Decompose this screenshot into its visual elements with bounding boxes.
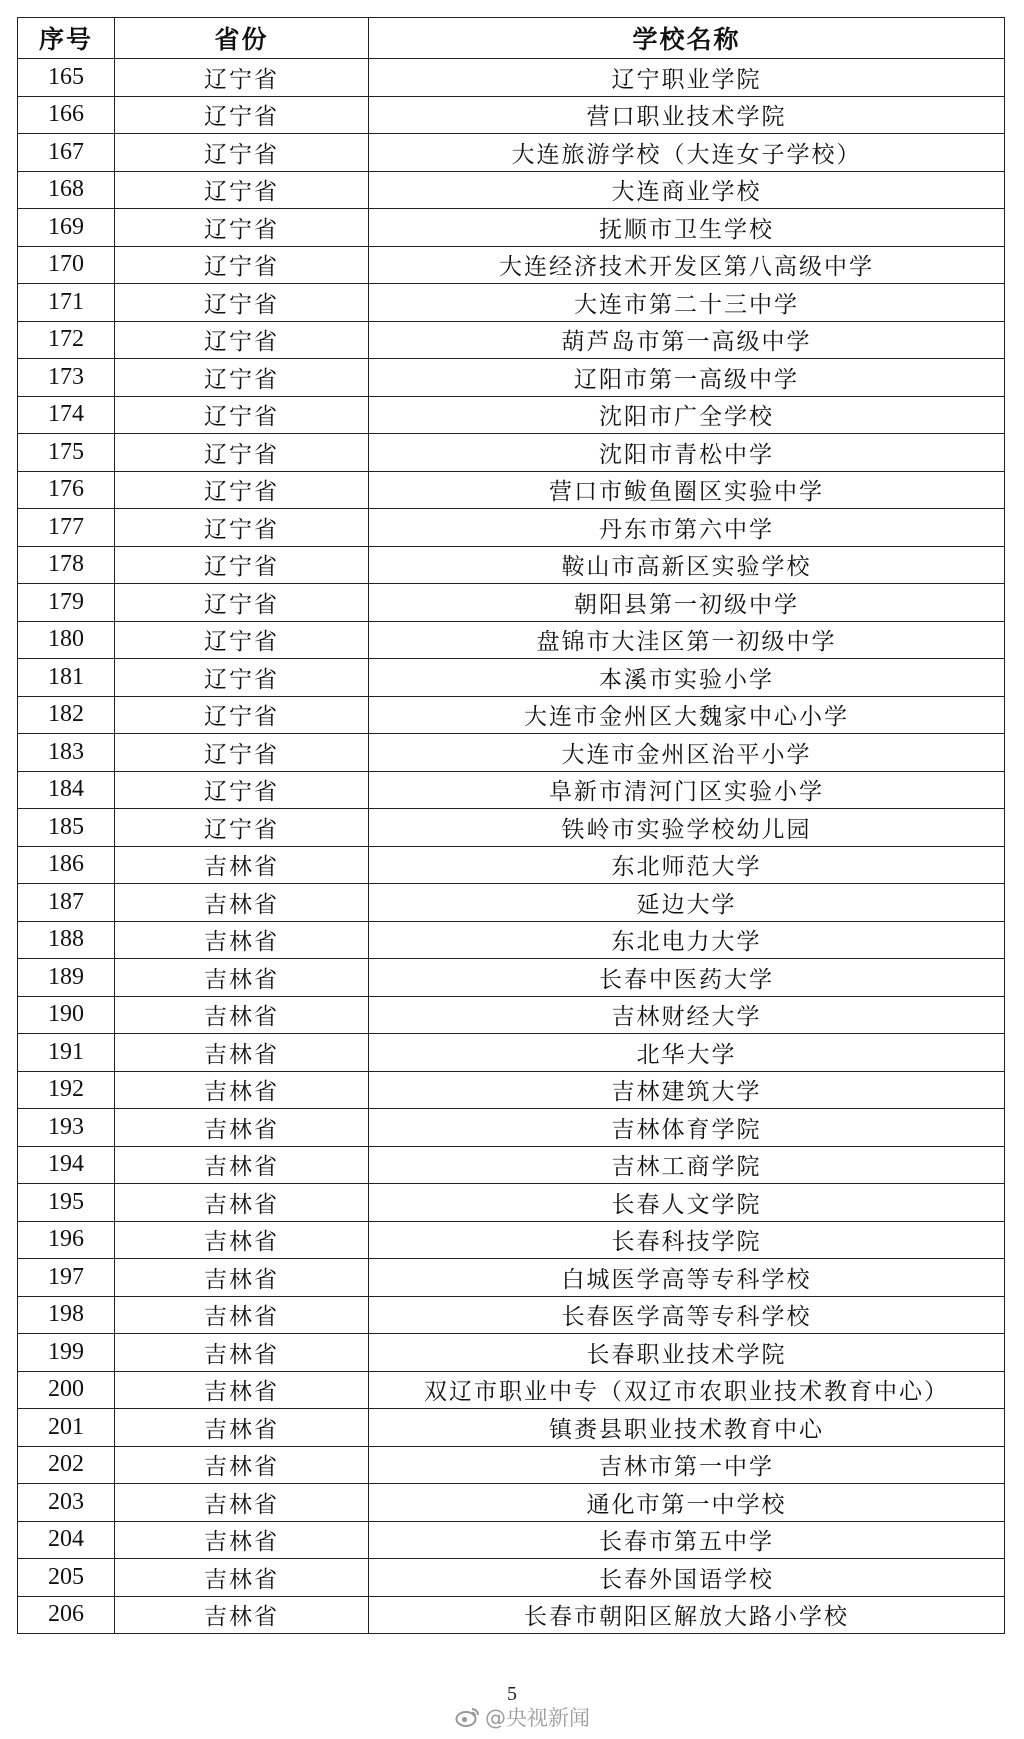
cell-province: 吉林省	[115, 1596, 369, 1634]
table-row	[18, 321, 1005, 359]
cell-province: 辽宁省	[115, 96, 369, 134]
table-header-row	[18, 18, 1005, 59]
cell-school-name: 大连商业学校	[369, 171, 1005, 209]
table-row	[18, 1409, 1005, 1447]
cell-province: 辽宁省	[115, 321, 369, 359]
cell-seq: 199	[18, 1334, 115, 1372]
table-row	[18, 1109, 1005, 1147]
cell-seq: 205	[18, 1559, 115, 1597]
cell-seq: 185	[18, 809, 115, 847]
cell-seq: 201	[18, 1409, 115, 1447]
cell-province: 吉林省	[115, 1521, 369, 1559]
cell-school-name: 吉林工商学院	[369, 1146, 1005, 1184]
table-row	[18, 584, 1005, 622]
cell-school-name: 长春中医药大学	[369, 959, 1005, 997]
table-row	[18, 246, 1005, 284]
table-row	[18, 809, 1005, 847]
cell-province: 吉林省	[115, 1296, 369, 1334]
table-row	[18, 546, 1005, 584]
cell-province: 吉林省	[115, 1259, 369, 1297]
cell-seq: 206	[18, 1596, 115, 1634]
cell-seq: 167	[18, 134, 115, 172]
cell-school-name: 营口市鲅鱼圈区实验中学	[369, 471, 1005, 509]
cell-school-name: 沈阳市青松中学	[369, 434, 1005, 472]
cell-school-name: 盘锦市大洼区第一初级中学	[369, 621, 1005, 659]
cell-school-name: 吉林财经大学	[369, 996, 1005, 1034]
cell-seq: 181	[18, 659, 115, 697]
cell-school-name: 辽阳市第一高级中学	[369, 359, 1005, 397]
cell-seq: 165	[18, 59, 115, 97]
cell-school-name: 吉林体育学院	[369, 1109, 1005, 1147]
table-row	[18, 1146, 1005, 1184]
table-row	[18, 734, 1005, 772]
cell-school-name: 大连旅游学校（大连女子学校）	[369, 134, 1005, 172]
table-row	[18, 1521, 1005, 1559]
cell-school-name: 吉林建筑大学	[369, 1071, 1005, 1109]
table-row	[18, 1184, 1005, 1222]
cell-school-name: 大连市金州区大魏家中心小学	[369, 696, 1005, 734]
cell-seq: 193	[18, 1109, 115, 1147]
cell-province: 辽宁省	[115, 471, 369, 509]
cell-seq: 170	[18, 246, 115, 284]
cell-school-name: 大连市第二十三中学	[369, 284, 1005, 322]
cell-seq: 173	[18, 359, 115, 397]
cell-seq: 204	[18, 1521, 115, 1559]
cell-province: 辽宁省	[115, 246, 369, 284]
header-seq: 序号	[18, 18, 115, 59]
table-row	[18, 1596, 1005, 1634]
table-row	[18, 1334, 1005, 1372]
cell-school-name: 东北师范大学	[369, 846, 1005, 884]
table-row	[18, 1259, 1005, 1297]
cell-province: 辽宁省	[115, 396, 369, 434]
cell-seq: 196	[18, 1221, 115, 1259]
cell-school-name: 大连市金州区治平小学	[369, 734, 1005, 772]
cell-seq: 200	[18, 1371, 115, 1409]
cell-seq: 194	[18, 1146, 115, 1184]
cell-school-name: 通化市第一中学校	[369, 1484, 1005, 1522]
cell-school-name: 长春科技学院	[369, 1221, 1005, 1259]
cell-seq: 183	[18, 734, 115, 772]
table-row	[18, 1446, 1005, 1484]
cell-school-name: 长春人文学院	[369, 1184, 1005, 1222]
cell-school-name: 辽宁职业学院	[369, 59, 1005, 97]
cell-province: 吉林省	[115, 846, 369, 884]
cell-seq: 203	[18, 1484, 115, 1522]
cell-school-name: 长春医学高等专科学校	[369, 1296, 1005, 1334]
cell-school-name: 营口职业技术学院	[369, 96, 1005, 134]
cell-seq: 172	[18, 321, 115, 359]
cell-province: 吉林省	[115, 1484, 369, 1522]
cell-school-name: 北华大学	[369, 1034, 1005, 1072]
cell-school-name: 吉林市第一中学	[369, 1446, 1005, 1484]
table-row	[18, 96, 1005, 134]
cell-seq: 189	[18, 959, 115, 997]
cell-school-name: 长春职业技术学院	[369, 1334, 1005, 1372]
watermark-text: @央视新闻	[485, 1706, 590, 1730]
cell-school-name: 长春市朝阳区解放大路小学校	[369, 1596, 1005, 1634]
cell-seq: 187	[18, 884, 115, 922]
table-row	[18, 659, 1005, 697]
table-row	[18, 1484, 1005, 1522]
cell-seq: 174	[18, 396, 115, 434]
cell-seq: 195	[18, 1184, 115, 1222]
cell-province: 吉林省	[115, 1071, 369, 1109]
cell-seq: 192	[18, 1071, 115, 1109]
cell-seq: 166	[18, 96, 115, 134]
cell-province: 辽宁省	[115, 659, 369, 697]
cell-province: 辽宁省	[115, 809, 369, 847]
cell-school-name: 葫芦岛市第一高级中学	[369, 321, 1005, 359]
cell-seq: 190	[18, 996, 115, 1034]
cell-school-name: 朝阳县第一初级中学	[369, 584, 1005, 622]
cell-province: 辽宁省	[115, 546, 369, 584]
cell-province: 辽宁省	[115, 621, 369, 659]
cell-seq: 188	[18, 921, 115, 959]
cell-school-name: 鞍山市高新区实验学校	[369, 546, 1005, 584]
cell-seq: 179	[18, 584, 115, 622]
cell-province: 吉林省	[115, 1109, 369, 1147]
table-row	[18, 996, 1005, 1034]
cell-seq: 178	[18, 546, 115, 584]
cell-seq: 168	[18, 171, 115, 209]
cell-school-name: 本溪市实验小学	[369, 659, 1005, 697]
cell-school-name: 丹东市第六中学	[369, 509, 1005, 547]
cell-school-name: 延边大学	[369, 884, 1005, 922]
cell-school-name: 大连经济技术开发区第八高级中学	[369, 246, 1005, 284]
table-row	[18, 509, 1005, 547]
cell-province: 吉林省	[115, 1034, 369, 1072]
cell-province: 吉林省	[115, 921, 369, 959]
header-province: 省份	[115, 18, 369, 59]
cell-province: 辽宁省	[115, 134, 369, 172]
header-school-name: 学校名称	[369, 18, 1005, 59]
cell-seq: 186	[18, 846, 115, 884]
table-row	[18, 621, 1005, 659]
watermark	[455, 1702, 590, 1732]
cell-school-name: 双辽市职业中专（双辽市农职业技术教育中心）	[369, 1371, 1005, 1409]
weibo-logo-icon	[455, 1706, 481, 1728]
cell-seq: 171	[18, 284, 115, 322]
cell-province: 吉林省	[115, 1334, 369, 1372]
cell-province: 吉林省	[115, 1184, 369, 1222]
cell-seq: 182	[18, 696, 115, 734]
table-row	[18, 959, 1005, 997]
page-number: 5	[507, 1683, 517, 1705]
cell-seq: 175	[18, 434, 115, 472]
cell-province: 吉林省	[115, 1146, 369, 1184]
cell-province: 吉林省	[115, 1446, 369, 1484]
cell-school-name: 长春外国语学校	[369, 1559, 1005, 1597]
cell-seq: 184	[18, 771, 115, 809]
table-row	[18, 471, 1005, 509]
table-row	[18, 284, 1005, 322]
table-row	[18, 134, 1005, 172]
cell-province: 辽宁省	[115, 434, 369, 472]
table-row	[18, 696, 1005, 734]
table-body	[18, 59, 1005, 1634]
cell-school-name: 抚顺市卫生学校	[369, 209, 1005, 247]
cell-province: 吉林省	[115, 1371, 369, 1409]
table-row	[18, 59, 1005, 97]
table-row	[18, 171, 1005, 209]
table-row	[18, 359, 1005, 397]
cell-seq: 176	[18, 471, 115, 509]
cell-seq: 197	[18, 1259, 115, 1297]
cell-school-name: 白城医学高等专科学校	[369, 1259, 1005, 1297]
cell-province: 辽宁省	[115, 771, 369, 809]
table-row	[18, 921, 1005, 959]
table-row	[18, 1221, 1005, 1259]
cell-seq: 198	[18, 1296, 115, 1334]
table-row	[18, 846, 1005, 884]
cell-seq: 180	[18, 621, 115, 659]
table-row	[18, 1071, 1005, 1109]
table-row	[18, 1559, 1005, 1597]
cell-province: 辽宁省	[115, 171, 369, 209]
school-list-table	[17, 17, 1005, 1634]
cell-school-name: 东北电力大学	[369, 921, 1005, 959]
cell-school-name: 沈阳市广全学校	[369, 396, 1005, 434]
table-row	[18, 1034, 1005, 1072]
cell-seq: 202	[18, 1446, 115, 1484]
cell-seq: 191	[18, 1034, 115, 1072]
cell-school-name: 镇赉县职业技术教育中心	[369, 1409, 1005, 1447]
cell-province: 辽宁省	[115, 209, 369, 247]
cell-province: 吉林省	[115, 1221, 369, 1259]
table-row	[18, 884, 1005, 922]
cell-school-name: 铁岭市实验学校幼儿园	[369, 809, 1005, 847]
table-row	[18, 1371, 1005, 1409]
table-row	[18, 209, 1005, 247]
cell-province: 辽宁省	[115, 359, 369, 397]
cell-province: 辽宁省	[115, 696, 369, 734]
cell-province: 吉林省	[115, 996, 369, 1034]
table-row	[18, 771, 1005, 809]
table-row	[18, 396, 1005, 434]
cell-seq: 177	[18, 509, 115, 547]
table-row	[18, 1296, 1005, 1334]
cell-province: 吉林省	[115, 884, 369, 922]
cell-seq: 169	[18, 209, 115, 247]
cell-province: 吉林省	[115, 1559, 369, 1597]
cell-province: 辽宁省	[115, 584, 369, 622]
cell-school-name: 阜新市清河门区实验小学	[369, 771, 1005, 809]
cell-province: 辽宁省	[115, 59, 369, 97]
cell-province: 吉林省	[115, 959, 369, 997]
cell-province: 吉林省	[115, 1409, 369, 1447]
cell-school-name: 长春市第五中学	[369, 1521, 1005, 1559]
table-row	[18, 434, 1005, 472]
cell-province: 辽宁省	[115, 509, 369, 547]
cell-province: 辽宁省	[115, 734, 369, 772]
cell-province: 辽宁省	[115, 284, 369, 322]
